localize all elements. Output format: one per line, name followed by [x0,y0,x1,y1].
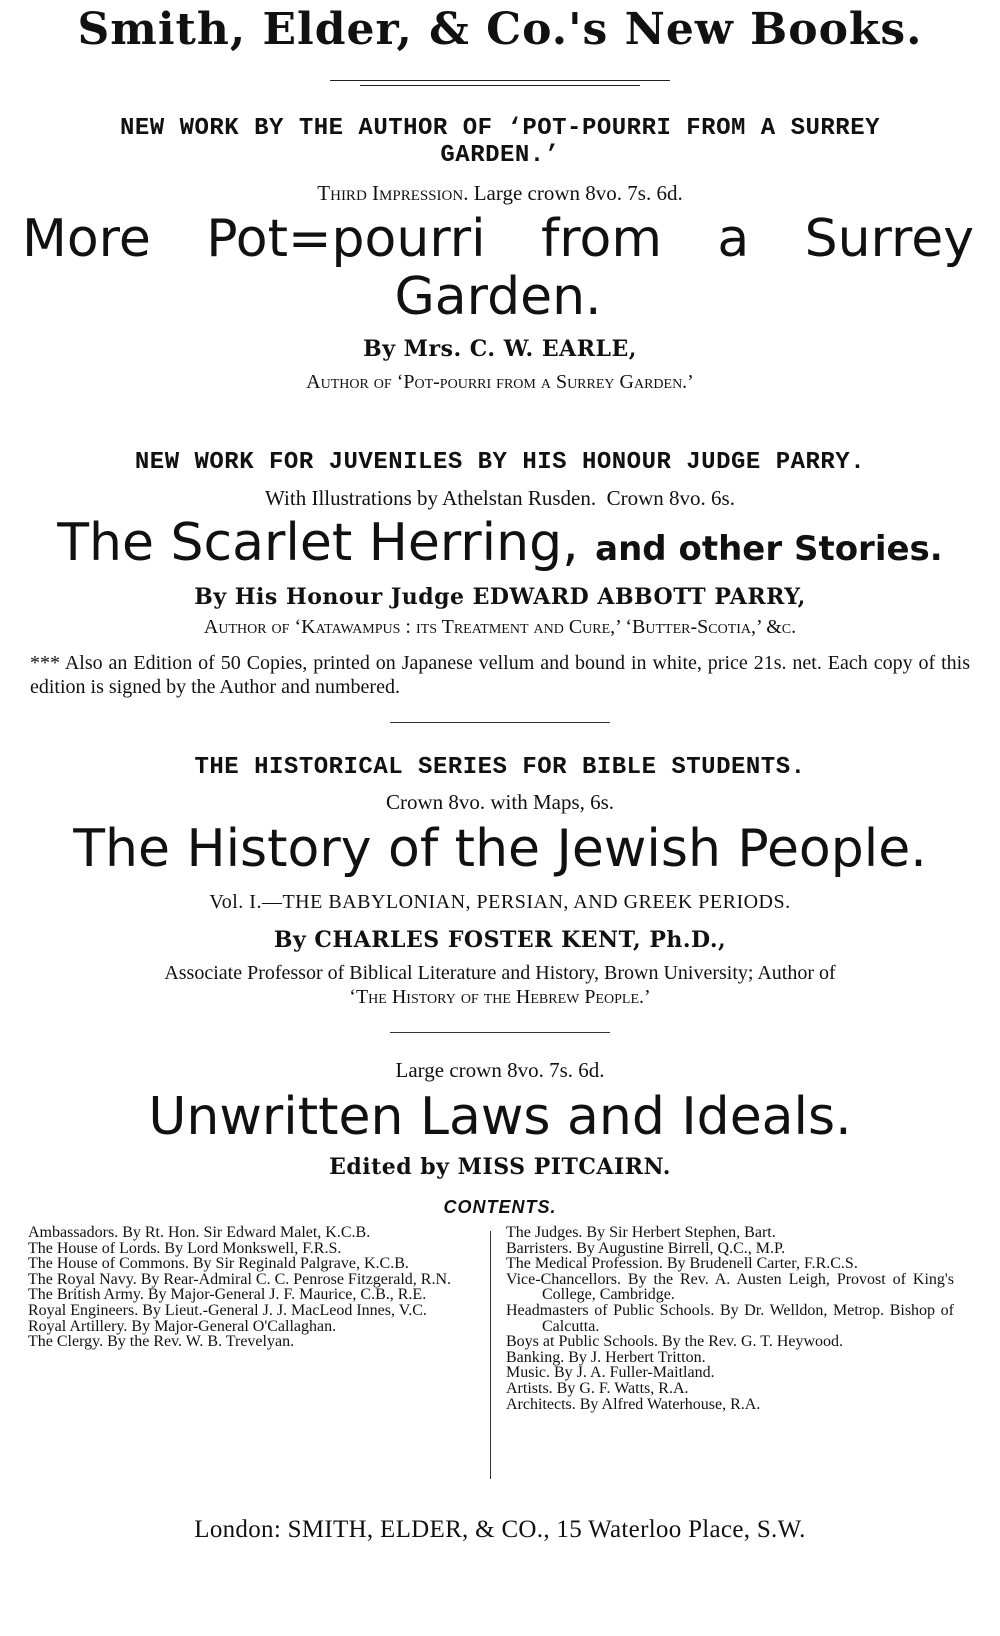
contents-entry: Ambassadors. By Rt. Hon. Sir Edward Malet, K.C.B. [28,1224,371,1241]
book1-author-of: Author of ‘Pot-pourri from a Surrey Garden.’ [306,371,694,393]
book2-author-of: Author of ‘Katawampus : its Treatment and Cure,’ ‘Butter-Scotia,’ &c. [203,616,797,638]
contents-entry: The Judges. By Sir Herbert Stephen, Bart. [506,1224,776,1241]
contents-columns [28,1225,972,1487]
book2-byline: By His Honour Judge EDWARD ABBOTT PARRY, [194,584,806,610]
contents-entry: Artists. By G. F. Watts, R.A. [506,1379,689,1397]
book3-heading: THE HISTORICAL SERIES FOR BIBLE STUDENTS. [194,754,806,781]
contents-entry: Royal Engineers. By Lieut.-General J. J. MacLeod Innes, V.C. [28,1301,427,1319]
contents-entry: The House of Commons. By Sir Reginald Palgrave, K.C.B. [28,1255,409,1273]
contents-entry: Vice-Chancellors. By the Rev. A. Austen Leigh, Provost of King's College, Cambridge. [506,1270,954,1304]
book4-byline: Edited by MISS PITCAIRN. [329,1154,671,1180]
book2-illustrations: With Illustrations by Athelstan Rusden. [265,486,597,510]
book1-format-line [20,180,980,206]
contents-entry: Barristers. By Augustine Birrell, Q.C., M.P. [506,1239,786,1257]
contents-right-column [506,1225,954,1412]
book3-author-of-1: Associate Professor of Biblical Literature and History, Brown University; Author of [164,962,836,984]
masthead-rule-bottom [360,85,640,86]
contents-entry: Banking. By J. Herbert Tritton. [506,1348,706,1366]
contents-entry: Headmasters of Public Schools. By Dr. Welldon, Metrop. Bishop of Calcutta. [506,1301,954,1335]
book3-byline: By CHARLES FOSTER KENT, Ph.D., [273,927,727,953]
contents-heading: CONTENTS. [443,1197,557,1217]
contents-divider [490,1231,491,1479]
book4-title: Unwritten Laws and Ideals. [148,1087,852,1147]
book3-title: The History of the Jewish People. [73,819,927,879]
contents-entry: Boys at Public Schools. By the Rev. G. T. Heywood. [506,1333,844,1351]
book4-format: Large crown 8vo. 7s. 6d. [395,1058,605,1082]
book2-title-line [20,514,980,578]
section-rule-2 [390,1032,610,1033]
book2-title-main: The Scarlet Herring, [57,513,579,573]
book2-format: Crown 8vo. 6s. [606,486,735,510]
publisher-footer: London: SMITH, ELDER, & CO., 15 Waterloo Place, S.W. [194,1516,806,1543]
contents-entry: Royal Artillery. By Major-General O'Callaghan. [28,1317,337,1335]
contents-entry: The Clergy. By the Rev. W. B. Trevelyan. [28,1333,295,1351]
book2-title-rest: and other Stories. [595,529,943,569]
contents-entry: The British Army. By Major-General J. F. Maurice, C.B., R.E. [28,1286,427,1304]
contents-entry: Music. By J. A. Fuller-Maitland. [506,1364,715,1382]
book3-author-of-2: ‘The History of the Hebrew People.’ [349,986,651,1008]
masthead: Smith, Elder, & Co.'s New Books. [77,4,923,55]
book3-format: Crown 8vo. with Maps, 6s. [385,790,615,814]
contents-entry: The Medical Profession. By Brudenell Carter, F.R.C.S. [506,1255,858,1273]
book3-volume: Vol. I.—THE BABYLONIAN, PERSIAN, AND GREEK PERIODS. [209,891,791,913]
book1-byline: By Mrs. C. W. EARLE, [363,336,637,362]
section-rule-1 [390,722,610,723]
book1-title: More Pot=pourri from a Surrey Garden. [22,209,974,327]
contents-left-column [28,1225,476,1350]
masthead-rule-top [330,80,670,81]
contents-entry: The House of Lords. By Lord Monkswell, F.R.S. [28,1239,342,1257]
book2-format-line [20,485,980,511]
contents-entry: Architects. By Alfred Waterhouse, R.A. [506,1395,761,1413]
book2-edition-note: *** Also an Edition of 50 Copies, printed on Japanese vellum and bound in white, price 21s. net. Each copy of this edition is signed by the Author and numbered. [30,652,970,698]
contents-entry: The Royal Navy. By Rear-Admiral C. C. Penrose Fitzgerald, R.N. [28,1270,452,1288]
book1-impression: Third Impression. [317,181,469,205]
book1-format: Large crown 8vo. 7s. 6d. [473,181,683,205]
book2-heading: NEW WORK FOR JUVENILES BY HIS HONOUR JUDGE PARRY. [134,449,866,476]
book1-heading: NEW WORK BY THE AUTHOR OF ‘POT-POURRI FROM A SURREY GARDEN.’ [119,115,881,169]
